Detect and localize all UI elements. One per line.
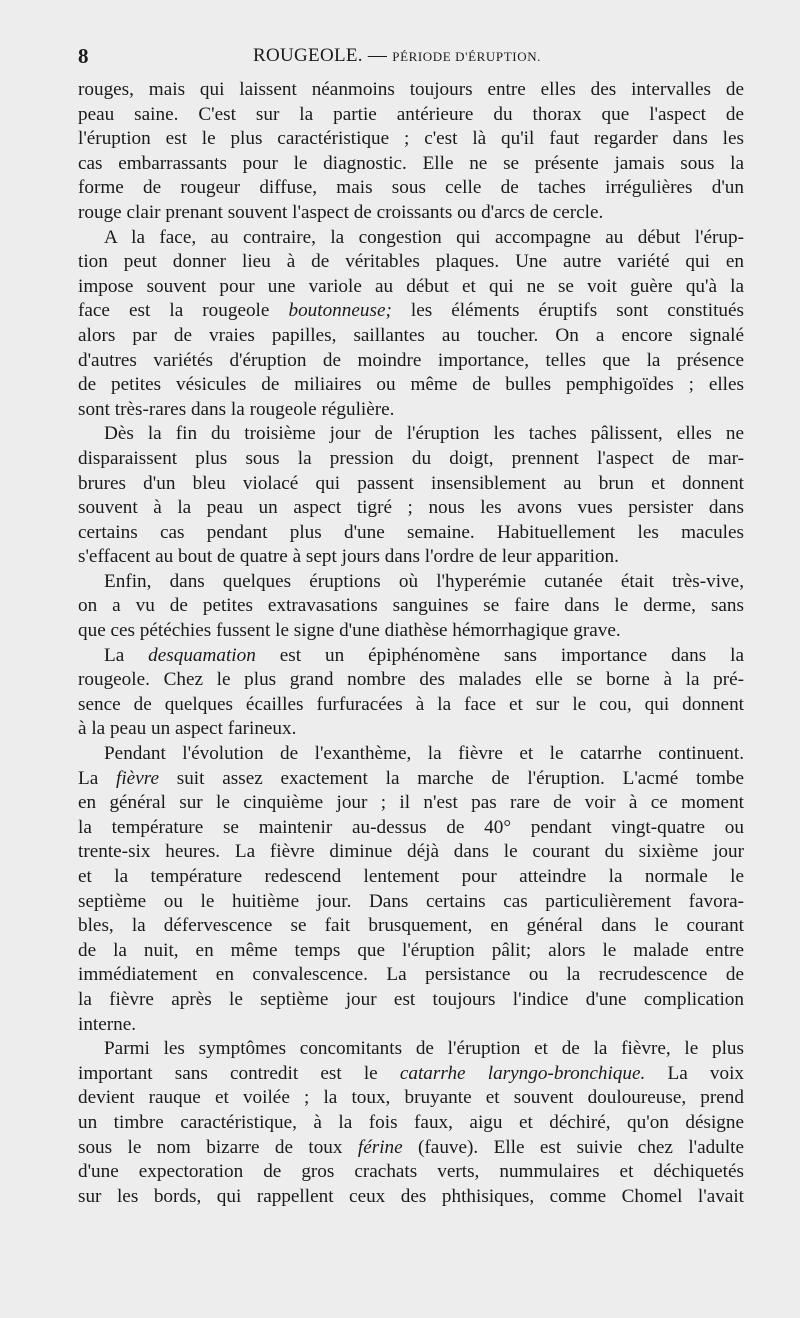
text-line: forme de rougeur diffuse, mais sous celle de taches irrégulières d'un xyxy=(78,177,744,199)
text-line: sont très-rares dans la rougeole régulière. xyxy=(78,398,395,420)
running-head-section: PÉRIODE D'ÉRUPTION. xyxy=(392,49,542,64)
text-line: brures d'un bleu violacé qui passent insensiblement au brun et donnent xyxy=(78,472,744,494)
text-run: face est la rougeole xyxy=(78,300,270,322)
text-line xyxy=(78,1062,744,1087)
page-number: 8 xyxy=(78,44,89,68)
text-line: s'effacent au bout de quatre à sept jours dans l'ordre de leur apparition. xyxy=(78,546,619,568)
text-line: d'autres variétés d'éruption de moindre importance, telles que la présence xyxy=(78,349,744,371)
text-line: devient rauque et voilée ; la toux, bruyante et souvent douloureuse, prend xyxy=(78,1087,744,1109)
text-line: l'éruption est le plus caractéristique ; c'est là qu'il faut regarder dans les xyxy=(78,128,744,150)
italic-term: fièvre xyxy=(116,767,159,789)
text-line: de petites vésicules de miliaires ou même de bulles pemphigoïdes ; elles xyxy=(78,374,744,396)
running-head-main: ROUGEOLE. xyxy=(253,45,363,66)
body-text xyxy=(78,78,744,1209)
text-line: Pendant l'évolution de l'exanthème, la fièvre et le catarrhe continuent. xyxy=(104,743,744,765)
text-line: sur les bords, qui rappellent ceux des phthisiques, comme Chomel l'avait xyxy=(78,1185,744,1207)
running-head xyxy=(253,45,541,67)
text-line: certains cas pendant plus d'une semaine. Habituellement les macules xyxy=(78,521,744,543)
text-line xyxy=(78,299,744,324)
text-line xyxy=(78,767,744,792)
text-line: peau saine. C'est sur la partie antérieure du thorax que l'aspect de xyxy=(78,103,744,125)
text-run: les éléments éruptifs sont constitués xyxy=(410,300,744,322)
text-line: rouges, mais qui laissent néanmoins toujours entre elles des intervalles de xyxy=(78,79,744,100)
text-line: impose souvent pour une variole au début et qui ne se voit guère qu'à la xyxy=(78,275,744,297)
text-line: interne. xyxy=(78,1013,137,1035)
text-line: Enfin, dans quelques éruptions où l'hyperémie cutanée était très-vive, xyxy=(104,570,744,592)
text-line: Dès la fin du troisième jour de l'éruption les taches pâlissent, elles ne xyxy=(104,423,744,445)
text-line: rouge clair prenant souvent l'aspect de croissants ou d'arcs de cercle. xyxy=(78,201,604,223)
text-line: septième ou le huitième jour. Dans certains cas particulièrement favora- xyxy=(78,890,744,912)
text-line: disparaissent plus sous la pression du doigt, prennent l'aspect de mar- xyxy=(78,447,744,469)
text-line: Parmi les symptômes concomitants de l'éruption et de la fièvre, le plus xyxy=(104,1038,744,1060)
text-line: souvent à la peau un aspect tigré ; nous les avons vues persister dans xyxy=(78,497,744,519)
text-line: alors par de vraies papilles, saillantes au toucher. On a encore signalé xyxy=(78,324,744,346)
text-line: que ces pétéchies fussent le signe d'une diathèse hémorrhagique grave. xyxy=(78,620,621,642)
text-line: d'une expectoration de gros crachats verts, nummulaires et déchiquetés xyxy=(78,1161,744,1183)
text-run: (fauve). Elle est suivie chez l'adulte xyxy=(418,1136,745,1158)
text-line xyxy=(78,1136,744,1161)
text-line: rougeole. Chez le plus grand nombre des malades elle se borne à la pré- xyxy=(78,669,744,691)
text-line: on a vu de petites extravasations sanguines se faire dans le derme, sans xyxy=(78,595,744,617)
italic-term: férine xyxy=(357,1136,403,1158)
text-line: bles, la défervescence se fait brusquement, en général dans le courant xyxy=(78,915,744,937)
italic-term: desquamation xyxy=(148,644,256,666)
italic-term: catarrhe laryngo-bronchique. xyxy=(399,1062,646,1084)
text-line: A la face, au contraire, la congestion qui accompagne au début l'érup- xyxy=(104,226,744,248)
text-line: cas embarrassants pour le diagnostic. Elle ne se présente jamais sous la xyxy=(78,152,744,174)
text-line: sence de quelques écailles furfuracées à la face et sur le cou, qui donnent xyxy=(78,693,744,715)
text-line: la température se maintenir au-dessus de 40° pendant vingt-quatre ou xyxy=(78,816,744,838)
text-run: La xyxy=(104,644,125,666)
text-line xyxy=(78,644,744,669)
text-run: suit assez exactement la marche de l'éruption. L'acmé tombe xyxy=(176,767,744,789)
text-run: est un épiphénomène sans importance dans la xyxy=(279,644,745,666)
text-run: La xyxy=(78,767,99,789)
text-run: sous le nom bizarre de toux xyxy=(78,1136,343,1158)
text-line: trente-six heures. La fièvre diminue déjà dans le courant du sixième jour xyxy=(78,841,744,863)
text-line: à la peau un aspect farineux. xyxy=(78,718,297,740)
running-head-separator: — xyxy=(362,45,393,66)
text-line: immédiatement en convalescence. La persistance ou la recrudescence de xyxy=(78,964,744,986)
text-run: important sans contredit est le xyxy=(78,1062,378,1084)
text-line: un timbre caractéristique, à la fois faux, aigu et déchiré, qu'on désigne xyxy=(78,1111,744,1133)
text-run: La voix xyxy=(667,1062,744,1084)
text-line: et la température redescend lentement pour atteindre la normale le xyxy=(78,866,744,887)
text-line: en général sur le cinquième jour ; il n'est pas rare de voir à ce moment xyxy=(78,792,744,814)
text-line: tion peut donner lieu à de véritables plaques. Une autre variété qui en xyxy=(78,251,744,273)
page-header xyxy=(78,44,746,74)
italic-term: boutonneuse; xyxy=(288,300,392,322)
text-line: la fièvre après le septième jour est toujours l'indice d'une complication xyxy=(78,988,744,1010)
text-line: de la nuit, en même temps que l'éruption pâlit; alors le malade entre xyxy=(78,939,744,961)
